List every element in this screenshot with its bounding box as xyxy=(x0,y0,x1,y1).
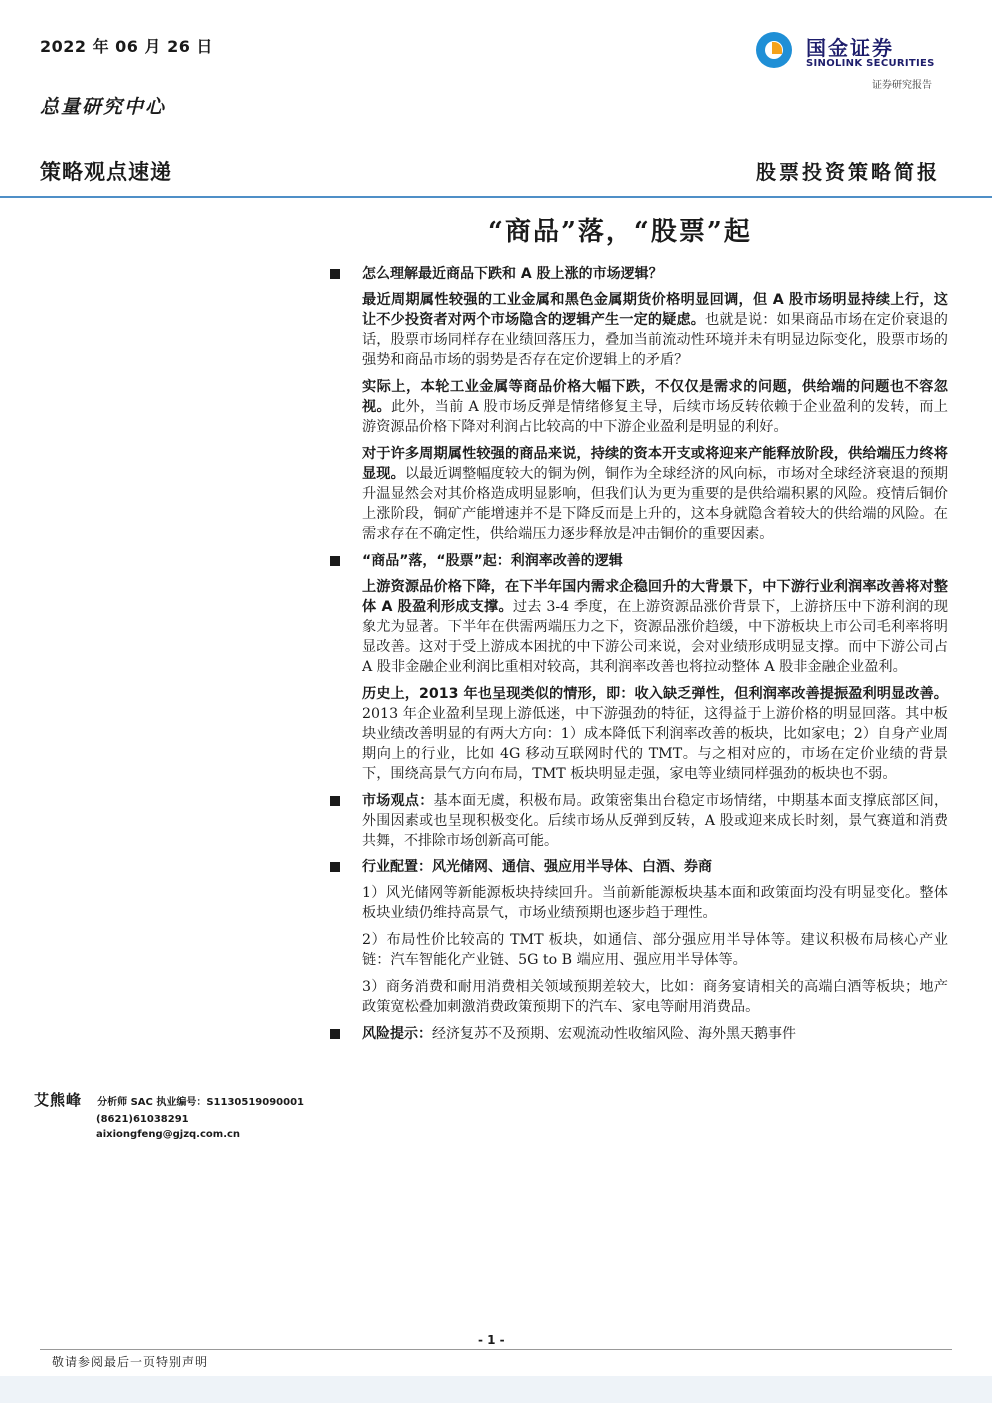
analyst-phone: (8621)61038291 xyxy=(96,1114,189,1125)
bullet-icon xyxy=(330,862,340,872)
paragraph-body: 也就是说：如果商品市场在定价衰退的话，股票市场同样存在业绩回落压力，叠加当前流动性环境并未有明显边际变化，股票市场的强势和商品市场的弱势是否存在定价逻辑上的矛盾？ xyxy=(362,312,948,368)
footer-bar xyxy=(0,1376,992,1403)
bullet-icon xyxy=(330,1029,340,1039)
department-name: 总量研究中心 xyxy=(40,96,167,118)
paragraph-lead: 最近周期属性较强的工业金属和黑色金属期货价格明显回调，但 A 股市场明显持续上行，这让不少投资者对两个市场隐含的逻辑产生一定的疑虑。 xyxy=(362,292,948,328)
paragraph xyxy=(362,444,948,544)
section-heading xyxy=(328,791,948,851)
paragraph-body: 以最近调整幅度较大的铜为例，铜作为全球经济的风向标，市场对全球经济衰退的预期升温显然会对其价格造成明显影响，但我们认为更为重要的是供给端积累的风险。疫情后铜价上涨阶段，铜矿产能增速并不是下降反而是上升的，这本身就隐含着较大的供给端的风险。在需求存在不确定性，供给端压力逐步释放是冲击铜价的重要因素。 xyxy=(362,466,948,542)
paragraph xyxy=(362,684,948,784)
paragraph xyxy=(362,577,948,677)
bullet-icon xyxy=(330,556,340,566)
logo-en-text: SINOLINK SECURITIES xyxy=(806,58,935,69)
section-title: “商品”落，“股票”起：利润率改善的逻辑 xyxy=(362,553,623,569)
header-divider xyxy=(0,196,992,198)
analyst-info xyxy=(34,1089,304,1140)
risk-warning xyxy=(362,1024,796,1044)
paragraph-lead: 上游资源品价格下降，在下半年国内需求企稳回升的大背景下，中下游行业利润率改善将对整体 A 股盈利形成支撑。 xyxy=(362,579,948,615)
report-type: 证券研究报告 xyxy=(872,80,932,91)
paragraph-body: 过去 3-4 季度，在上游资源品涨价背景下，上游挤压中下游利润的现象尤为显著。下半年在供需两端压力之下，资源品涨价趋缓，中下游板块上市公司毛利率将明显改善。这对于受上游成本困扰的中下游公司来说，会对业绩形成明显支撑。而中下游公司占 A 股非金融企业利润比重相对较高，其利润率改善也将拉动整体 A 股非金融企业盈利。 xyxy=(362,599,949,675)
analyst-name: 艾熊峰 xyxy=(34,1091,83,1109)
bullet-icon xyxy=(330,269,340,279)
analyst-email[interactable]: aixiongfeng@gjzq.com.cn xyxy=(96,1129,241,1140)
section-title: 怎么理解最近商品下跌和 A 股上涨的市场逻辑？ xyxy=(362,266,663,282)
paragraph-body: 此外，当前 A 股市场反弹是情绪修复主导，后续市场反转依赖于企业盈利的发转，而上游资源品价格下降对利润占比较高的中下游企业盈利是明显的利好。 xyxy=(362,399,948,435)
page-number: - 1 - xyxy=(478,1333,505,1347)
logo-cn-text: 国金证券 xyxy=(806,36,894,60)
footer-divider xyxy=(40,1349,952,1350)
main-content xyxy=(328,264,948,1050)
section-heading xyxy=(328,857,948,877)
paragraph-lead: 历史上，2013 年也呈现类似的情形，即：收入缺乏弹性，但利润率改善提振盈利明显改善。 xyxy=(362,686,948,702)
list-item: 2）布局性价比较高的 TMT 板块，如通信、部分强应用半导体等。建议积极布局核心产业链：汽车智能化产业链、5G to B 端应用、强应用半导体等。 xyxy=(362,932,948,968)
footer-disclaimer: 敬请参阅最后一页特别声明 xyxy=(52,1355,209,1369)
report-category: 股票投资策略简报 xyxy=(756,160,940,184)
analyst-cert: 分析师 SAC 执业编号：S1130519090001 xyxy=(97,1097,305,1108)
company-logo xyxy=(756,30,946,74)
paragraph xyxy=(362,290,948,370)
section-heading xyxy=(328,551,948,571)
market-view-label: 市场观点： xyxy=(362,793,434,809)
market-view-text: 基本面无虞，积极布局。政策密集出台稳定市场情绪，中期基本面支撑底部区间，外围因素或也呈现积极变化。后续市场从反弹到反转，A 股或迎来成长时刻，景气赛道和消费共舞，不排除市场创新高可能。 xyxy=(362,793,948,849)
logo-icon xyxy=(756,32,792,68)
section-heading xyxy=(328,264,948,284)
report-series: 策略观点速递 xyxy=(40,160,172,184)
list-item: 1）风光储网等新能源板块持续回升。当前新能源板块基本面和政策面均没有明显变化。整体板块业绩仍维持高景气，市场业绩预期也逐步趋于理性。 xyxy=(362,885,948,921)
paragraph-lead: 实际上，本轮工业金属等商品价格大幅下跌，不仅仅是需求的问题，供给端的问题也不容忽视。 xyxy=(362,379,948,415)
report-title: “商品”落，“股票”起 xyxy=(488,217,752,247)
paragraph xyxy=(362,377,948,437)
market-view xyxy=(362,791,948,851)
report-date: 2022 年 06 月 26 日 xyxy=(40,37,213,56)
list-item: 3）商务消费和耐用消费相关领域预期差较大，比如：商务宴请相关的高端白酒等板块；地产政策宽松叠加刺激消费政策预期下的汽车、家电等耐用消费品。 xyxy=(362,979,948,1015)
risk-label: 风险提示： xyxy=(362,1026,432,1042)
risk-text: 经济复苏不及预期、宏观流动性收缩风险、海外黑天鹅事件 xyxy=(432,1026,796,1042)
section-title: 行业配置：风光储网、通信、强应用半导体、白酒、券商 xyxy=(362,859,712,875)
section-heading xyxy=(328,1024,948,1044)
bullet-icon xyxy=(330,796,340,806)
paragraph-lead: 对于许多周期属性较强的商品来说，持续的资本开支或将迎来产能释放阶段，供给端压力终将显现。 xyxy=(362,446,948,482)
paragraph-body: 2013 年企业盈利呈现上游低迷，中下游强劲的特征，这得益于上游价格的明显回落。其中板块业绩改善明显的有两大方向：1）成本降低下利润率改善的板块，比如家电；2）自身产业周期向上的行业，比如 4G 移动互联网时代的 TMT。与之相对应的，市场在定价业绩的背景下，围绕高景气方向布局，TMT 板块明显走强，家电等业绩同样强劲的板块也不弱。 xyxy=(362,706,948,782)
